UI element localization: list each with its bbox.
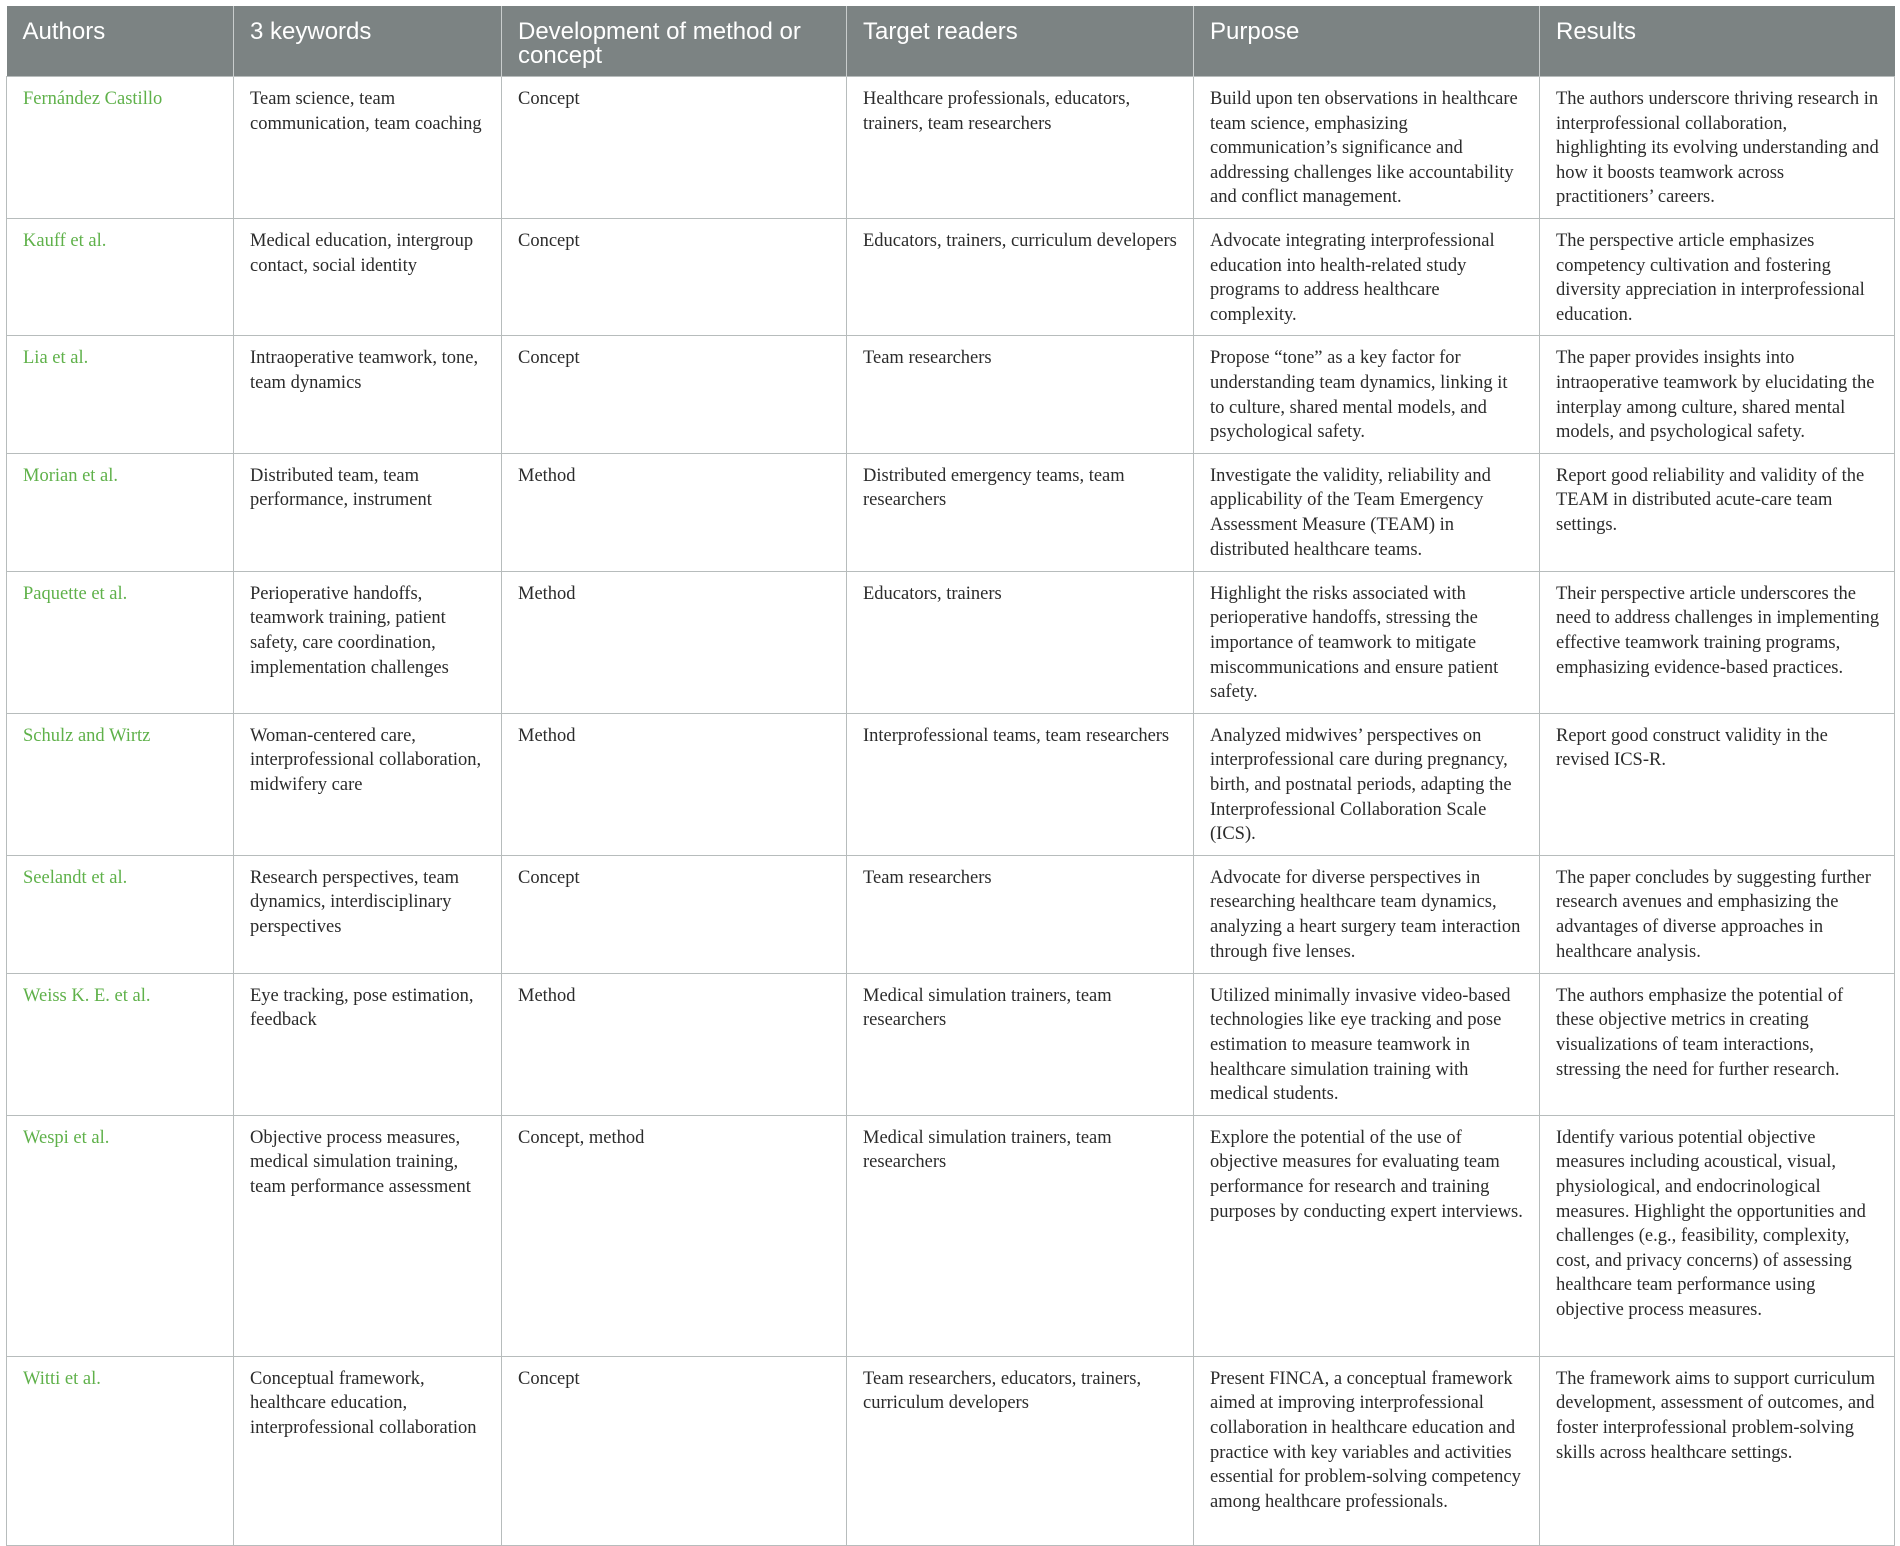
author-link[interactable]: Schulz and Wirtz bbox=[7, 713, 234, 855]
development-cell: Method bbox=[502, 713, 847, 855]
readers-cell: Interprofessional teams, team researchers bbox=[847, 713, 1194, 855]
results-cell: Identify various potential objective measures including acoustical, visual, physiological, and endocrinological measures. Highlight the opportunities and challenges (e.g., feasibility, complexity, cost, and privacy concerns) of assessing healthcare team performance using objective process measures. bbox=[1540, 1115, 1895, 1356]
purpose-cell: Explore the potential of the use of objective measures for evaluating team performance for research and training purposes by conducting expert interviews. bbox=[1194, 1115, 1540, 1356]
results-cell: Report good construct validity in the revised ICS-R. bbox=[1540, 713, 1895, 855]
development-cell: Concept bbox=[502, 855, 847, 973]
development-cell: Method bbox=[502, 571, 847, 713]
header-authors: Authors bbox=[7, 6, 234, 77]
purpose-cell: Investigate the validity, reliability and applicability of the Team Emergency Assessment Measure (TEAM) in distributed healthcare teams. bbox=[1194, 453, 1540, 571]
purpose-cell: Highlight the risks associated with perioperative handoffs, stressing the importance of teamwork to mitigate miscommunications and ensure patient safety. bbox=[1194, 571, 1540, 713]
table-row bbox=[7, 219, 1895, 336]
keywords-cell: Team science, team communication, team coaching bbox=[234, 77, 502, 219]
purpose-cell: Advocate integrating interprofessional education into health-related study programs to address healthcare complexity. bbox=[1194, 219, 1540, 336]
development-cell: Concept bbox=[502, 77, 847, 219]
table-row bbox=[7, 336, 1895, 453]
readers-cell: Medical simulation trainers, team researchers bbox=[847, 1115, 1194, 1356]
header-keywords: 3 keywords bbox=[234, 6, 502, 77]
header-purpose: Purpose bbox=[1194, 6, 1540, 77]
results-cell: The perspective article emphasizes competency cultivation and fostering diversity appreciation in interprofessional education. bbox=[1540, 219, 1895, 336]
keywords-cell: Conceptual framework, healthcare education, interprofessional collaboration bbox=[234, 1356, 502, 1545]
development-cell: Concept, method bbox=[502, 1115, 847, 1356]
summary-table bbox=[6, 6, 1895, 1546]
results-cell: The authors emphasize the potential of these objective metrics in creating visualizations of team interactions, stressing the need for further research. bbox=[1540, 973, 1895, 1115]
results-cell: Their perspective article underscores the need to address challenges in implementing effective teamwork training programs, emphasizing evidence-based practices. bbox=[1540, 571, 1895, 713]
purpose-cell: Build upon ten observations in healthcare team science, emphasizing communication’s significance and addressing challenges like accountability and conflict management. bbox=[1194, 77, 1540, 219]
readers-cell: Educators, trainers bbox=[847, 571, 1194, 713]
development-cell: Method bbox=[502, 453, 847, 571]
keywords-cell: Intraoperative teamwork, tone, team dynamics bbox=[234, 336, 502, 453]
author-link[interactable]: Weiss K. E. et al. bbox=[7, 973, 234, 1115]
readers-cell: Team researchers, educators, trainers, curriculum developers bbox=[847, 1356, 1194, 1545]
table-row bbox=[7, 77, 1895, 219]
purpose-cell: Present FINCA, a conceptual framework aimed at improving interprofessional collaboration in healthcare education and practice with key variables and activities essential for problem-solving competency among healthcare professionals. bbox=[1194, 1356, 1540, 1545]
table-row bbox=[7, 855, 1895, 973]
readers-cell: Distributed emergency teams, team researchers bbox=[847, 453, 1194, 571]
author-link[interactable]: Lia et al. bbox=[7, 336, 234, 453]
header-results: Results bbox=[1540, 6, 1895, 77]
results-cell: The paper concludes by suggesting further research avenues and emphasizing the advantages of diverse approaches in healthcare analysis. bbox=[1540, 855, 1895, 973]
keywords-cell: Research perspectives, team dynamics, interdisciplinary perspectives bbox=[234, 855, 502, 973]
table-row bbox=[7, 713, 1895, 855]
author-link[interactable]: Seelandt et al. bbox=[7, 855, 234, 973]
readers-cell: Team researchers bbox=[847, 336, 1194, 453]
keywords-cell: Eye tracking, pose estimation, feedback bbox=[234, 973, 502, 1115]
keywords-cell: Woman-centered care, interprofessional collaboration, midwifery care bbox=[234, 713, 502, 855]
readers-cell: Healthcare professionals, educators, trainers, team researchers bbox=[847, 77, 1194, 219]
purpose-cell: Advocate for diverse perspectives in researching healthcare team dynamics, analyzing a heart surgery team interaction through five lenses. bbox=[1194, 855, 1540, 973]
readers-cell: Team researchers bbox=[847, 855, 1194, 973]
development-cell: Method bbox=[502, 973, 847, 1115]
table-row bbox=[7, 1356, 1895, 1545]
readers-cell: Medical simulation trainers, team researchers bbox=[847, 973, 1194, 1115]
keywords-cell: Perioperative handoffs, teamwork training, patient safety, care coordination, implementation challenges bbox=[234, 571, 502, 713]
author-link[interactable]: Witti et al. bbox=[7, 1356, 234, 1545]
author-link[interactable]: Morian et al. bbox=[7, 453, 234, 571]
keywords-cell: Distributed team, team performance, instrument bbox=[234, 453, 502, 571]
header-row bbox=[7, 6, 1895, 77]
readers-cell: Educators, trainers, curriculum developers bbox=[847, 219, 1194, 336]
development-cell: Concept bbox=[502, 1356, 847, 1545]
header-target-readers: Target readers bbox=[847, 6, 1194, 77]
results-cell: The paper provides insights into intraoperative teamwork by elucidating the interplay among culture, shared mental models, and psychological safety. bbox=[1540, 336, 1895, 453]
keywords-cell: Objective process measures, medical simulation training, team performance assessment bbox=[234, 1115, 502, 1356]
development-cell: Concept bbox=[502, 219, 847, 336]
author-link[interactable]: Wespi et al. bbox=[7, 1115, 234, 1356]
results-cell: Report good reliability and validity of the TEAM in distributed acute-care team settings. bbox=[1540, 453, 1895, 571]
table-row bbox=[7, 973, 1895, 1115]
table-body bbox=[7, 77, 1895, 1546]
header-development: Development of method or concept bbox=[502, 6, 847, 77]
purpose-cell: Analyzed midwives’ perspectives on interprofessional care during pregnancy, birth, and postnatal periods, adapting the Interprofessional Collaboration Scale (ICS). bbox=[1194, 713, 1540, 855]
results-cell: The authors underscore thriving research in interprofessional collaboration, highlighting its evolving understanding and how it boosts teamwork across practitioners’ careers. bbox=[1540, 77, 1895, 219]
author-link[interactable]: Kauff et al. bbox=[7, 219, 234, 336]
table-row bbox=[7, 571, 1895, 713]
purpose-cell: Propose “tone” as a key factor for understanding team dynamics, linking it to culture, shared mental models, and psychological safety. bbox=[1194, 336, 1540, 453]
table-row bbox=[7, 1115, 1895, 1356]
development-cell: Concept bbox=[502, 336, 847, 453]
author-link[interactable]: Fernández Castillo bbox=[7, 77, 234, 219]
purpose-cell: Utilized minimally invasive video-based technologies like eye tracking and pose estimation to measure teamwork in healthcare simulation training with medical students. bbox=[1194, 973, 1540, 1115]
author-link[interactable]: Paquette et al. bbox=[7, 571, 234, 713]
keywords-cell: Medical education, intergroup contact, social identity bbox=[234, 219, 502, 336]
table-row bbox=[7, 453, 1895, 571]
table-header bbox=[7, 6, 1895, 77]
results-cell: The framework aims to support curriculum development, assessment of outcomes, and foster interprofessional problem-solving skills across healthcare settings. bbox=[1540, 1356, 1895, 1545]
